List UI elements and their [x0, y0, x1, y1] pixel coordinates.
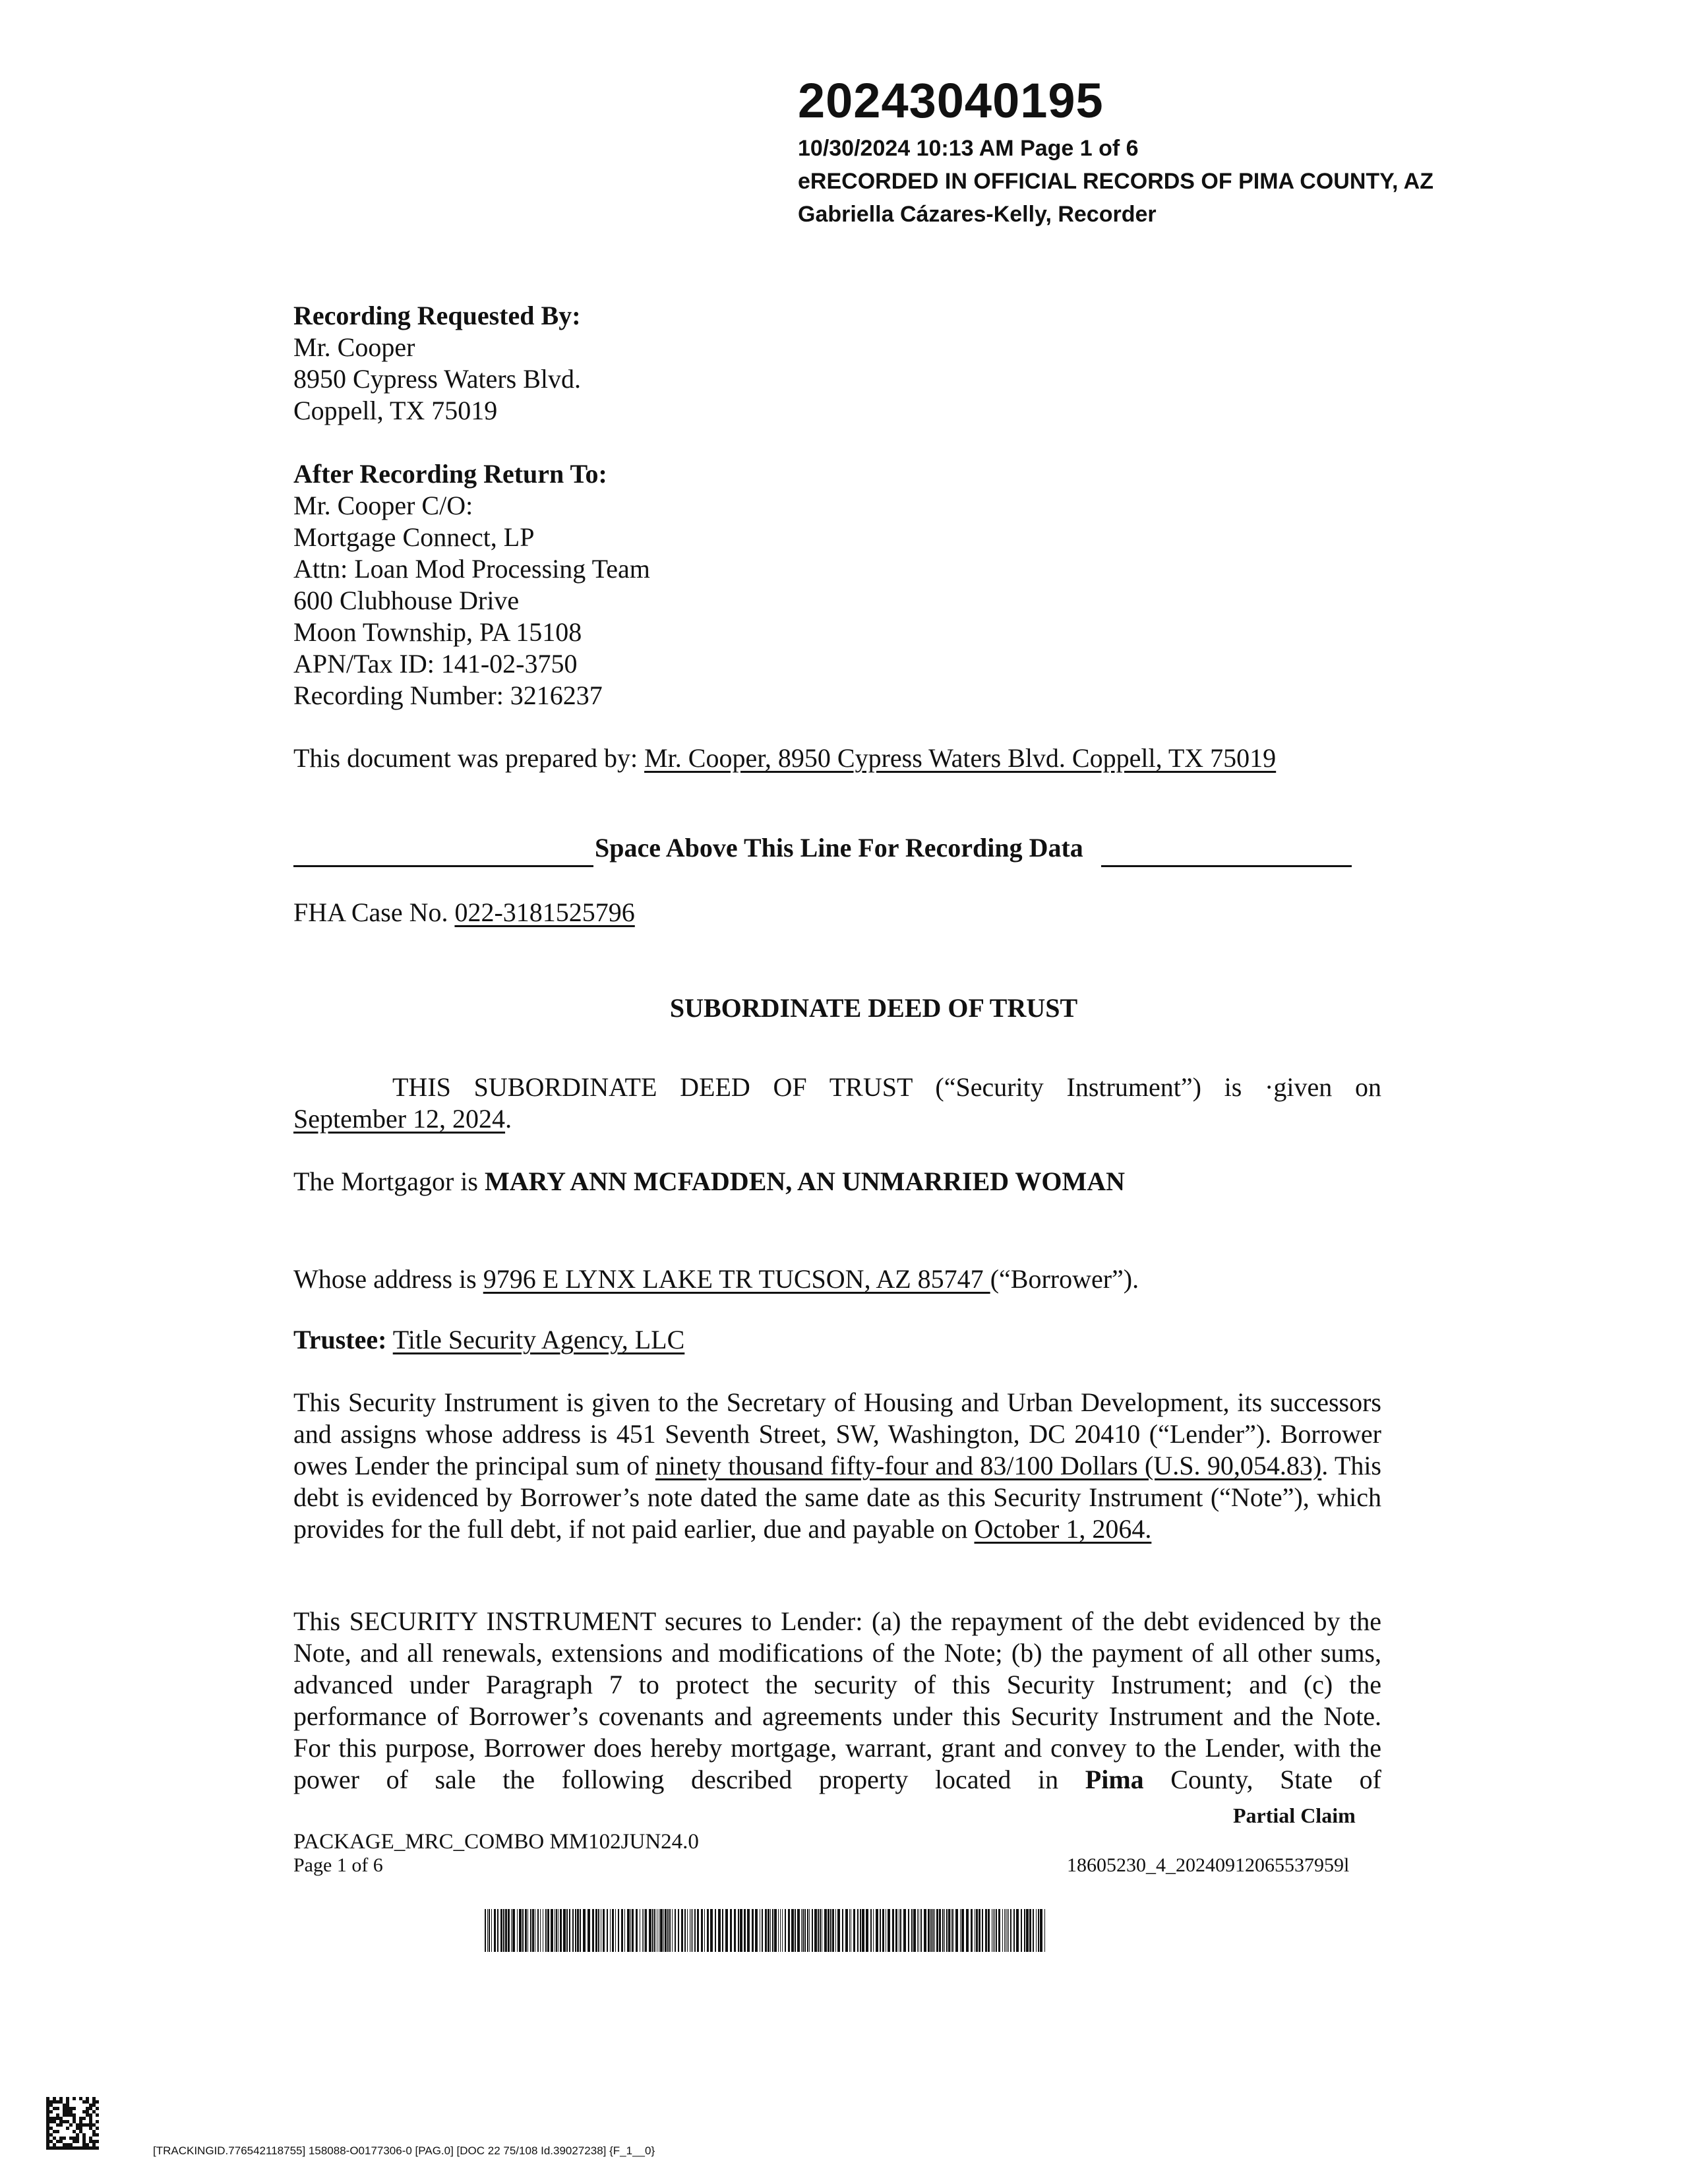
return-line: Mortgage Connect, LP	[293, 522, 535, 552]
return-line: Moon Township, PA 15108	[293, 617, 582, 647]
package-code: PACKAGE_MRC_COMBO MM102JUN24.0	[293, 1830, 699, 1854]
lender-text-1: This Security Instrument is given to the Secretary of Housing and Urban Development, its successors and assigns whose address is 451 Seventh Street, SW, Washington, DC 20410 (“Lender”). Borrower owes Lender the principal sum of	[293, 1387, 1381, 1480]
given-on-end: .	[505, 1104, 512, 1134]
recording-data-rule-left	[293, 865, 593, 867]
recording-office: eRECORDED IN OFFICIAL RECORDS OF PIMA COUNTY, AZ	[798, 169, 1434, 194]
recorder-name: Gabriella Cázares-Kelly, Recorder	[798, 202, 1157, 227]
footer-page-number: Page 1 of 6	[293, 1854, 383, 1876]
trustee-name: Title Security Agency, LLC	[392, 1325, 685, 1354]
data-matrix-code	[46, 2097, 99, 2150]
requested-line: Coppell, TX 75019	[293, 396, 498, 425]
return-line: Attn: Loan Mod Processing Team	[293, 554, 650, 584]
space-above-line: Space Above This Line For Recording Data	[595, 833, 1083, 863]
requested-line: 8950 Cypress Waters Blvd.	[293, 364, 582, 394]
mortgagor-line	[293, 1166, 1125, 1198]
borrower-address: 9796 E LYNX LAKE TR TUCSON, AZ 85747	[483, 1264, 990, 1294]
lender-paragraph	[293, 1387, 1381, 1545]
mortgagor-label: The Mortgagor is	[293, 1167, 485, 1196]
requested-line: Mr. Cooper	[293, 332, 415, 362]
recording-requested-heading: Recording Requested By:	[293, 301, 581, 330]
given-on-date: September 12, 2024	[293, 1104, 506, 1134]
trustee-line	[293, 1324, 684, 1356]
mortgagor-name: MARY ANN MCFADDEN, AN UNMARRIED WOMAN	[484, 1167, 1126, 1196]
footer-doc-id: 18605230_4_20240912065537959l	[1067, 1854, 1350, 1876]
prepared-by-label: This document was prepared by:	[293, 743, 645, 773]
prepared-by	[293, 743, 1276, 774]
barcode-image	[485, 1909, 1045, 1952]
fha-case	[293, 897, 635, 928]
lender-text-2: . This debt is evidenced by Borrower’s note dated the same date as this Security Instrument (“Note”), which provides for the full debt, if not paid earlier, due and payable on	[293, 1451, 1381, 1544]
prepared-by-value: Mr. Cooper, 8950 Cypress Waters Blvd. Coppell, TX 75019	[644, 743, 1277, 773]
secures-text-1: This SECURITY INSTRUMENT secures to Lender: (a) the repayment of the debt evidenced by the Note, and all renewals, extensions and modifications of the Note; (b) the payment of all other sums, advanced under Paragraph 7 to protect the security of this Security Instrument; and (c) the performance of Borrower’s covenants and agreements under this Security Instrument and the Note. For this purpose, Borrower does hereby mortgage, warrant, grant and convey to the Lender, with the power of sale the following described property located in	[293, 1606, 1381, 1794]
trustee-label: Trustee:	[293, 1325, 387, 1354]
fha-label: FHA Case No.	[293, 897, 455, 927]
county-name: Pima	[1085, 1765, 1144, 1794]
address-label: Whose address is	[293, 1264, 483, 1294]
recording-number: 20243040195	[798, 73, 1104, 128]
tracking-id: [TRACKINGID.776542118755] 158088-O0177306-0 [PAG.0] [DOC 22 75/108 Id.39027238] {F_1__0}	[153, 2144, 655, 2157]
return-to-block	[293, 458, 650, 712]
fha-case-number: 022-3181525796	[454, 897, 635, 927]
return-line: Mr. Cooper C/O:	[293, 491, 473, 520]
partial-claim-label: Partial Claim	[1233, 1804, 1356, 1827]
recording-data-rule-right	[1101, 865, 1352, 867]
borrower-address-line	[293, 1263, 1139, 1295]
return-line: 600 Clubhouse Drive	[293, 586, 520, 615]
given-on-text: THIS SUBORDINATE DEED OF TRUST (“Security Instrument”) is ·given on	[392, 1072, 1381, 1102]
given-on-paragraph	[293, 1072, 1381, 1135]
document-title: SUBORDINATE DEED OF TRUST	[669, 993, 1078, 1023]
borrower-label: (“Borrower”).	[990, 1264, 1139, 1294]
return-to-heading: After Recording Return To:	[293, 459, 607, 489]
recording-number-line: Recording Number: 3216237	[293, 681, 603, 710]
recording-requested-block	[293, 300, 581, 427]
recording-datetime: 10/30/2024 10:13 AM Page 1 of 6	[798, 136, 1139, 161]
maturity-date: October 1, 2064.	[974, 1514, 1152, 1544]
secures-paragraph	[293, 1606, 1381, 1796]
apn-tax-id: APN/Tax ID: 141-02-3750	[293, 649, 578, 679]
principal-amount: ninety thousand fifty-four and 83/100 Dollars (U.S. 90,054.83)	[655, 1451, 1322, 1480]
secures-text-2: County, State of	[1143, 1765, 1381, 1794]
